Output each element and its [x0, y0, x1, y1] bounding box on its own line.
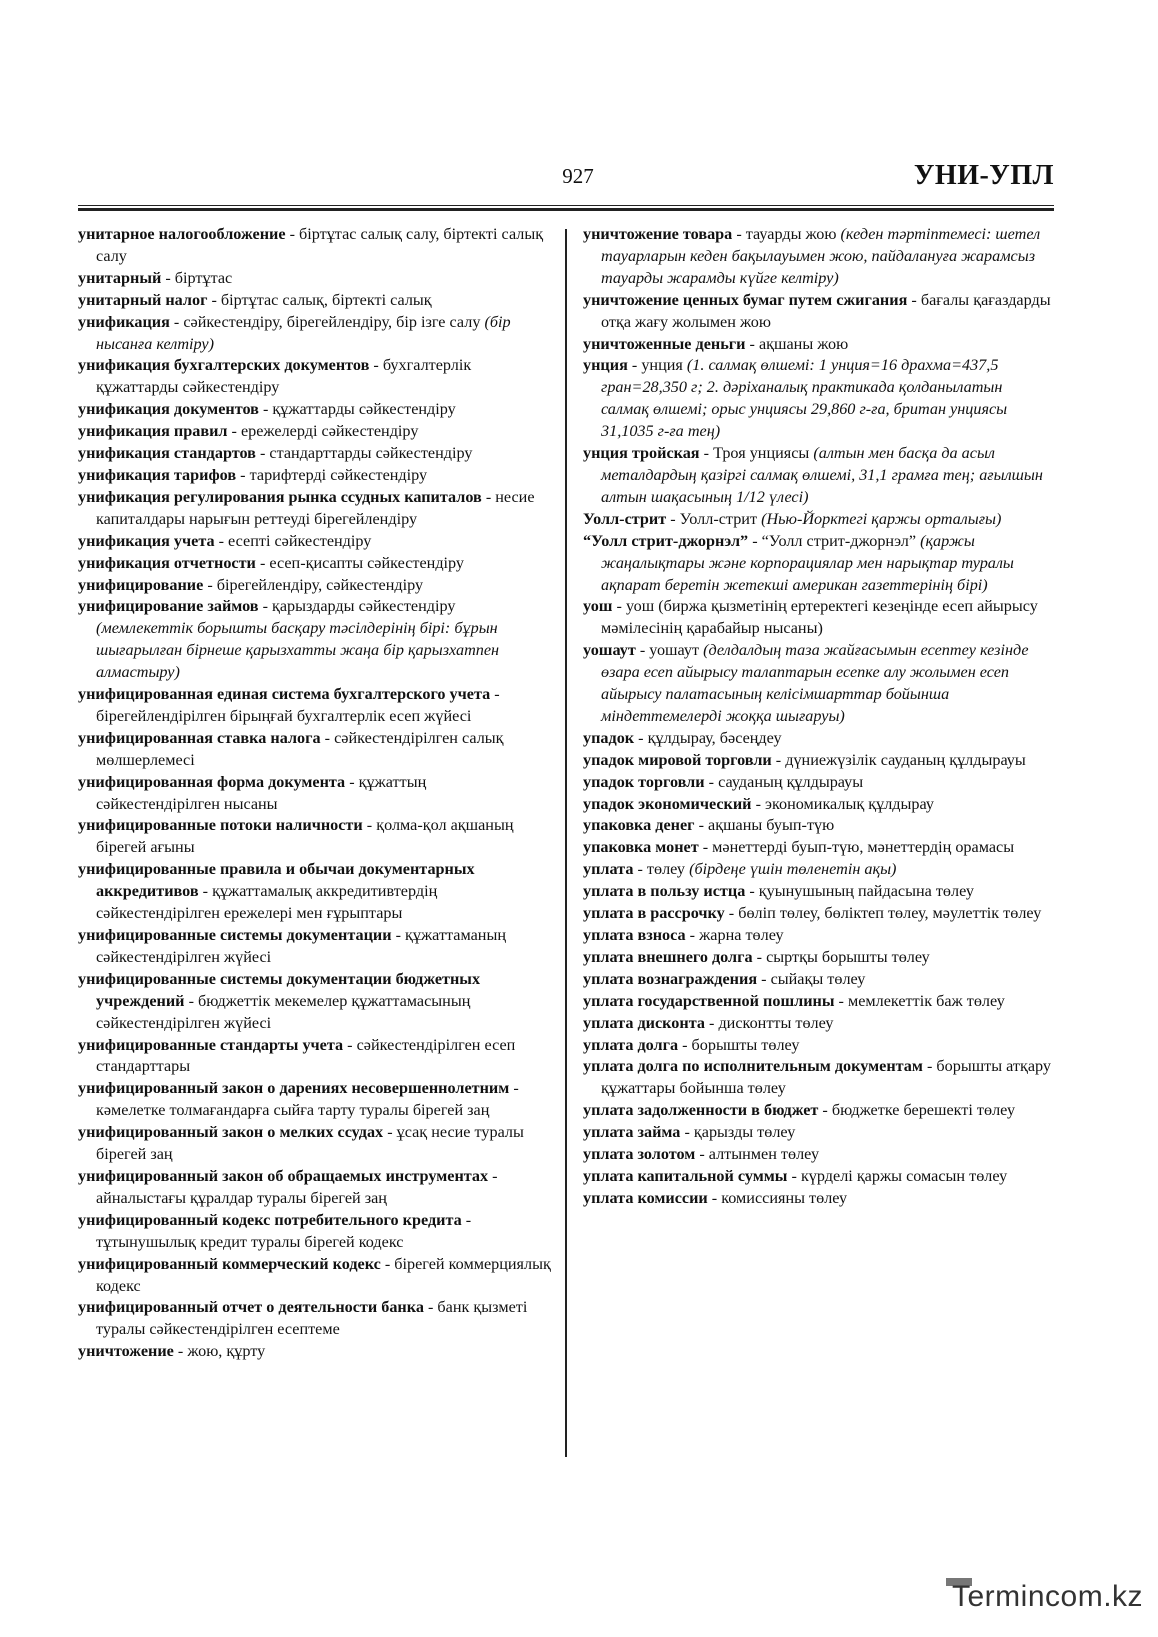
- entry-definition: стандарттарды сәйкестендіру: [269, 444, 473, 463]
- entry-definition: бухгалтерлік құжаттарды сәйкестендіру: [96, 356, 472, 397]
- dictionary-entry: [583, 355, 1053, 443]
- entry-separator: -: [236, 465, 250, 484]
- entry-definition: айналыстағы құралдар туралы бірегей заң: [96, 1188, 387, 1207]
- entry-separator: -: [198, 882, 213, 901]
- entry-definition: бірегейлендірілген бірыңғай бухгалтерлік есеп жүйесі: [96, 706, 472, 725]
- entry-separator: -: [345, 772, 359, 791]
- entry-definition: экономикалық құлдырау: [765, 794, 934, 813]
- entry-separator: -: [184, 991, 198, 1010]
- entry-definition: құжаттарды сәйкестендіру: [272, 400, 456, 419]
- entry-definition: құжаттаманың сәйкестендірілген жүйесі: [96, 926, 506, 966]
- entry-term: уплата в пользу истца: [583, 882, 746, 901]
- entry-term: унифицированные системы документации бюджетных учреждений: [78, 969, 481, 1010]
- entry-definition: есеп-қисапты сәйкестендіру: [269, 553, 465, 572]
- dictionary-entry: [583, 991, 1053, 1013]
- entry-definition: біртұтас: [174, 268, 233, 287]
- entry-definition: дисконтты төлеу: [718, 1013, 834, 1032]
- entry-separator: -: [685, 926, 700, 944]
- entry-definition: мәнеттерді буып-түю, мәнеттердің орамасы: [712, 838, 1015, 857]
- entry-definition: тауарды жою: [745, 225, 841, 243]
- dictionary-entry: [583, 531, 1053, 597]
- entry-separator: -: [461, 1210, 472, 1229]
- entry-separator: -: [227, 422, 241, 441]
- entry-definition: біртұтас салық салу, біртекті салық салу: [96, 225, 544, 265]
- dictionary-entry: [583, 903, 1053, 925]
- dictionary-entry: [583, 640, 1053, 728]
- dictionary-entry: [78, 531, 552, 553]
- entry-term: уплата государственной пошлины: [583, 991, 835, 1010]
- entry-term: уплата вознаграждения: [583, 969, 758, 988]
- entry-term: уничтоженные деньги: [583, 334, 746, 353]
- right-column: [583, 224, 1053, 1210]
- entry-separator: -: [423, 1298, 438, 1317]
- entry-term: унифицирование займов: [78, 597, 259, 616]
- entry-term: унифицированный коммерческий кодекс: [78, 1254, 381, 1273]
- entry-separator: -: [207, 290, 221, 309]
- entry-definition: қарыздарды сәйкестендіру: [272, 597, 456, 616]
- entry-definition: сәйкестендіру, бірегейлендіру, бір ізге салу: [183, 312, 485, 331]
- entry-separator: -: [771, 750, 786, 769]
- entry-note: (1. салмақ өлшемі: 1 унция=16 драхма=437,5 гран=28,350 г; 2. дәріханалық практикада қолданылатын салмақ өлшемі; орыс унциясы 29,860 г-ға, британ унциясы 31,1035 г-ға тең): [601, 356, 1008, 441]
- left-column: [78, 224, 552, 1363]
- entry-separator: -: [922, 1057, 937, 1076]
- entry-note: (Нью-Йорктегі қаржы орталығы): [761, 509, 1002, 528]
- dictionary-entry: [78, 925, 552, 969]
- entry-definition: бюджетке берешекті төлеу: [831, 1101, 1016, 1120]
- dictionary-entry: [78, 290, 552, 312]
- entry-term: уплата комиссии: [583, 1188, 708, 1207]
- entry-separator: -: [320, 728, 335, 747]
- entry-definition: ұсақ несие туралы бірегей заң: [96, 1123, 524, 1164]
- dictionary-entry: [583, 1100, 1053, 1122]
- entry-term: унифицированный закон о дарениях несовершеннолетним: [78, 1079, 510, 1098]
- entry-term: упадок мировой торговли: [583, 750, 772, 769]
- dictionary-entry: [583, 728, 1053, 750]
- entry-separator: -: [745, 334, 759, 353]
- entry-definition: бірегейлендіру, сәйкестендіру: [216, 575, 424, 594]
- dictionary-entry: [583, 815, 1053, 837]
- dictionary-entry: [78, 399, 552, 421]
- dictionary-entry: [78, 1078, 552, 1122]
- dictionary-entry: [78, 772, 552, 816]
- entry-term: уплата задолженности в бюджет: [583, 1101, 819, 1120]
- entry-definition: банк қызметі туралы сәйкестендірілген есептеме: [96, 1298, 528, 1339]
- entry-separator: -: [362, 816, 377, 835]
- entry-separator: -: [203, 575, 217, 594]
- entry-note: (делдалдың таза жайғасымын есептеу кезінде өзара есеп айырысу талаптарын есепке алу жолымен есеп айырысу палатасының келісімшарттар бойынша міндеттемелерді жоққа шығаруы): [601, 641, 1029, 725]
- dictionary-entry: [78, 1166, 552, 1210]
- dictionary-entry: [78, 1210, 552, 1254]
- dictionary-entry: [78, 1297, 552, 1341]
- dictionary-entry: [78, 1035, 552, 1079]
- entry-term: упадок торговли: [583, 772, 705, 791]
- entry-separator: -: [732, 225, 746, 243]
- dictionary-entry: [583, 596, 1053, 640]
- entry-definition: ақшаны буып-түю: [708, 816, 835, 835]
- entry-term: упаковка монет: [583, 838, 699, 857]
- entry-term: унификация бухгалтерских документов: [78, 356, 370, 375]
- entry-separator: -: [285, 225, 300, 243]
- entry-term: унитарный: [78, 268, 162, 287]
- entry-definition: бөліп төлеу, бөліктеп төлеу, мәулеттік төлеу: [738, 904, 1042, 923]
- entry-term: унитарный налог: [78, 290, 208, 309]
- entry-separator: -: [666, 509, 680, 528]
- dictionary-entry: [583, 794, 1053, 816]
- entry-term: уплата дисконта: [583, 1013, 705, 1032]
- entry-separator: -: [214, 531, 229, 550]
- entry-term: уош: [583, 597, 613, 616]
- dictionary-entry: [583, 1144, 1053, 1166]
- entry-definition: уош (биржа қызметінің ертеректегі кезеңінде есеп айырысу мәмілесінің қарабайыр нысаны): [601, 597, 1038, 638]
- entry-separator: -: [751, 794, 765, 813]
- entry-term: уничтожение: [78, 1342, 174, 1361]
- column-divider: [565, 229, 567, 1457]
- dictionary-entry: [583, 1166, 1053, 1188]
- entry-term: унифицированный кодекс потребительного кредита: [78, 1210, 462, 1229]
- entry-definition: борышты төлеу: [691, 1035, 800, 1054]
- dictionary-entry: [78, 355, 552, 399]
- entry-definition: қолма-қол ақшаның бірегей ағыны: [96, 816, 514, 857]
- entry-separator: -: [612, 597, 626, 616]
- entry-note: (мемлекеттік борышты басқару тәсілдерінің бірі: бұрын шығарылған бірнеше қарызхатты жаңа бір қарызхатпен алмастыру): [96, 619, 500, 682]
- entry-definition: унция: [641, 356, 687, 375]
- entry-definition: жарна төлеу: [699, 926, 784, 944]
- entry-separator: -: [343, 1035, 357, 1054]
- dictionary-entry: [78, 1122, 552, 1166]
- entry-separator: -: [834, 991, 848, 1010]
- entry-separator: -: [680, 1123, 694, 1142]
- dictionary-entry: [583, 290, 1053, 334]
- entry-separator: -: [752, 947, 767, 966]
- entry-definition: төлеу: [646, 860, 690, 879]
- entry-term: унифицированные системы документации: [78, 926, 392, 944]
- dictionary-entry: [78, 728, 552, 772]
- page-number: 927: [562, 164, 594, 188]
- entry-separator: -: [699, 444, 714, 463]
- entry-separator: -: [818, 1101, 832, 1120]
- entry-term: уплата золотом: [583, 1145, 696, 1164]
- entry-definition: ережелерді сәйкестендіру: [240, 422, 419, 441]
- dictionary-entry: [78, 465, 552, 487]
- dictionary-entry: [78, 1341, 552, 1363]
- header-rule-thick: [78, 208, 1054, 211]
- entry-definition: ақшаны жою: [758, 334, 849, 353]
- dictionary-entry: [78, 312, 552, 356]
- entry-separator: -: [391, 926, 406, 944]
- entry-definition: бюджеттік мекемелер құжаттамасының сәйкестендірілген жүйесі: [96, 991, 471, 1032]
- dictionary-entry: [583, 1013, 1053, 1035]
- entry-separator: -: [488, 1166, 498, 1185]
- entry-definition: құжаттың сәйкестендірілген нысаны: [96, 772, 427, 813]
- entry-term: унификация отчетности: [78, 553, 256, 572]
- entry-term: унифицированные правила и обычаи документарных аккредитивов: [78, 860, 475, 901]
- dictionary-entry: [583, 334, 1053, 356]
- entry-definition: уошаут: [649, 641, 704, 660]
- entry-definition: біртұтас салық, біртекті салық: [220, 290, 432, 309]
- dictionary-entry: [583, 750, 1053, 772]
- entry-term: уплата долга по исполнительным документам: [583, 1057, 923, 1076]
- entry-definition: несие капиталдары нарығын реттеуді бірегейлендіру: [96, 487, 535, 528]
- dictionary-entry: [78, 268, 552, 290]
- entry-definition: Уолл-стрит: [679, 509, 762, 528]
- entry-definition: құжаттамалық аккредитивтердің сәйкестендірілген ережелері мен ғұрыптары: [96, 882, 438, 923]
- entry-note: (бір нысанға келтіру): [96, 312, 511, 353]
- logo-text: Termincom.kz: [952, 1580, 1144, 1613]
- entry-note: (алтын мен басқа да асыл металдардың қазіргі салмақ өлшемі, 31,1 грамға тең; ағылшын алтын шақасының 1/12 үлесі): [601, 444, 1043, 506]
- entry-term: Уолл-стрит: [583, 509, 667, 528]
- entry-term: унитарное налогообложение: [78, 225, 286, 243]
- entry-term: упадок экономический: [583, 794, 752, 813]
- entry-definition: бағалы қағаздарды отқа жағу жолымен жою: [601, 290, 1051, 331]
- dictionary-entry: [583, 947, 1053, 969]
- dictionary-entry: [583, 1056, 1053, 1100]
- entry-definition: Троя унциясы: [713, 444, 814, 463]
- entry-separator: -: [704, 772, 719, 791]
- entry-separator: -: [258, 400, 273, 419]
- entry-separator: -: [678, 1035, 692, 1054]
- entry-term: унифицированная единая система бухгалтерского учета: [78, 685, 491, 704]
- entry-term: унификация тарифов: [78, 465, 237, 484]
- dictionary-entry: [583, 1188, 1053, 1210]
- entry-definition: құлдырау, бәсеңдеу: [647, 728, 782, 747]
- entry-definition: тұтынушылық кредит туралы бірегей кодекс: [96, 1232, 404, 1251]
- dictionary-entry: [583, 859, 1053, 881]
- entry-separator: -: [369, 356, 383, 375]
- entry-definition: алтынмен төлеу: [708, 1145, 820, 1164]
- entry-separator: -: [173, 1342, 188, 1361]
- entry-separator: -: [704, 1013, 719, 1032]
- entry-separator: -: [169, 312, 184, 331]
- entry-term: уплата внешнего долга: [583, 947, 753, 966]
- entry-separator: -: [748, 531, 762, 550]
- entry-separator: -: [161, 268, 175, 287]
- entry-separator: -: [633, 860, 647, 879]
- dictionary-entry: [78, 421, 552, 443]
- entry-separator: -: [745, 882, 759, 901]
- entry-definition: тарифтерді сәйкестендіру: [249, 465, 428, 484]
- entry-term: уплата займа: [583, 1123, 681, 1142]
- entry-term: уошаут: [583, 641, 636, 660]
- entry-definition: борышты атқару құжаттары бойынша төлеу: [601, 1057, 1052, 1098]
- header-rule-thin: [78, 205, 1054, 206]
- dictionary-entry: [78, 596, 552, 684]
- entry-term: унифицированные стандарты учета: [78, 1035, 344, 1054]
- entry-definition: сәйкестендірілген есеп стандарттары: [96, 1035, 516, 1076]
- entry-definition: сыйақы төлеу: [770, 969, 866, 988]
- dictionary-entry: [78, 553, 552, 575]
- dictionary-entry: [583, 509, 1053, 531]
- entry-term: уничтожение ценных бумаг путем сжигания: [583, 290, 908, 309]
- entry-definition: дүниежүзілік сауданың құлдырауы: [785, 750, 1026, 769]
- entry-note: (бірдеңе үшін төленетін ақы): [689, 860, 897, 879]
- entry-term: унифицированный закон об обращаемых инструментах: [78, 1166, 489, 1185]
- entry-definition: “Уолл стрит-джорнэл”: [761, 531, 921, 550]
- termincom-logo: [946, 1576, 1146, 1620]
- entry-separator: -: [380, 1254, 395, 1273]
- entry-note: (кеден тәртіптемесі: шетел тауарларын кеден бақылауымен жою, пайдалануға жарамсыз тауарды жарамды күйге келтіру): [601, 225, 1041, 287]
- entry-definition: қарызды төлеу: [693, 1123, 796, 1142]
- dictionary-entry: [78, 224, 552, 268]
- entry-separator: -: [695, 1145, 709, 1164]
- entry-separator: -: [255, 553, 270, 572]
- entry-term: унификация правил: [78, 422, 228, 441]
- dictionary-entry: [78, 487, 552, 531]
- entry-separator: -: [757, 969, 771, 988]
- dictionary-entry: [583, 969, 1053, 991]
- dictionary-entry: [78, 1254, 552, 1298]
- entry-separator: -: [907, 290, 921, 309]
- entry-term: упаковка денег: [583, 816, 695, 835]
- entry-separator: -: [481, 487, 496, 506]
- dictionary-entry: [583, 1122, 1053, 1144]
- entry-term: уплата взноса: [583, 926, 686, 944]
- entry-definition: кәмелетке толмағандарға сыйға тарту туралы бірегей заң: [96, 1101, 490, 1120]
- entry-note: (қаржы жаңалықтары және корпорациялар мен нарықтар туралы ақпарат беретін жетекші американ газеттерінің бірі): [601, 531, 1014, 594]
- entry-separator: -: [694, 816, 709, 835]
- entry-definition: есепті сәйкестендіру: [228, 531, 372, 550]
- entry-separator: -: [634, 728, 648, 747]
- entry-term: “Уолл стрит-джорнэл”: [583, 531, 749, 550]
- entry-term: унификация стандартов: [78, 444, 256, 463]
- entry-term: уплата: [583, 860, 634, 879]
- entry-separator: -: [627, 356, 642, 375]
- entry-term: унифицированный отчет о деятельности банка: [78, 1298, 424, 1317]
- dictionary-entry: [583, 772, 1053, 794]
- dictionary-entry: [583, 1035, 1053, 1057]
- entry-term: уплата в рассрочку: [583, 904, 725, 923]
- dictionary-entry: [583, 925, 1053, 947]
- entry-separator: -: [509, 1079, 519, 1098]
- entry-separator: -: [383, 1123, 397, 1142]
- dictionary-entry: [78, 969, 552, 1035]
- entry-term: унификация учета: [78, 531, 215, 550]
- dictionary-entry: [583, 837, 1053, 859]
- entry-term: унификация: [78, 312, 170, 331]
- entry-term: уплата капитальной суммы: [583, 1166, 788, 1185]
- entry-term: унификация регулирования рынка ссудных капиталов: [78, 487, 482, 506]
- entry-term: уничтожение товара: [583, 225, 733, 243]
- entry-separator: -: [787, 1166, 801, 1185]
- dictionary-entry: [78, 575, 552, 597]
- entry-term: унция: [583, 356, 628, 375]
- entry-separator: -: [707, 1188, 722, 1207]
- entry-separator: -: [724, 904, 739, 923]
- entry-separator: -: [255, 444, 270, 463]
- entry-term: унция тройская: [583, 444, 700, 463]
- entry-term: унифицированный закон о мелких ссудах: [78, 1123, 384, 1142]
- entry-separator: -: [698, 838, 713, 857]
- dictionary-entry: [78, 684, 552, 728]
- entry-definition: сауданың құлдырауы: [718, 772, 864, 791]
- entry-term: унификация документов: [78, 400, 259, 419]
- dictionary-entry: [78, 443, 552, 465]
- page-header: [78, 160, 1054, 194]
- entry-separator: -: [635, 641, 650, 660]
- dictionary-entry: [583, 881, 1053, 903]
- dictionary-entry: [78, 815, 552, 859]
- entry-definition: сыртқы борышты төлеу: [766, 947, 930, 966]
- dictionary-entry: [583, 224, 1053, 290]
- entry-definition: сәйкестендірілген салық мөлшерлемесі: [96, 728, 504, 769]
- entry-separator: -: [490, 685, 500, 704]
- running-head: УНИ-УПЛ: [913, 160, 1054, 191]
- entry-definition: бірегей коммерциялық кодекс: [96, 1254, 551, 1295]
- entry-definition: күрделі қаржы сомасын төлеу: [800, 1166, 1008, 1185]
- dictionary-entry: [583, 443, 1053, 509]
- entry-definition: жою, құрту: [187, 1342, 266, 1361]
- entry-term: уплата долга: [583, 1035, 679, 1054]
- entry-definition: мемлекеттік баж төлеу: [847, 991, 1005, 1010]
- entry-term: упадок: [583, 728, 635, 747]
- entry-term: унифицирование: [78, 575, 204, 594]
- entry-definition: комиссияны төлеу: [721, 1188, 848, 1207]
- dictionary-entry: [78, 859, 552, 925]
- entry-term: унифицированная форма документа: [78, 772, 346, 791]
- entry-term: унифицированная ставка налога: [78, 728, 321, 747]
- entry-definition: қуынушының пайдасына төлеу: [758, 882, 974, 901]
- entry-term: унифицированные потоки наличности: [78, 816, 363, 835]
- entry-separator: -: [258, 597, 272, 616]
